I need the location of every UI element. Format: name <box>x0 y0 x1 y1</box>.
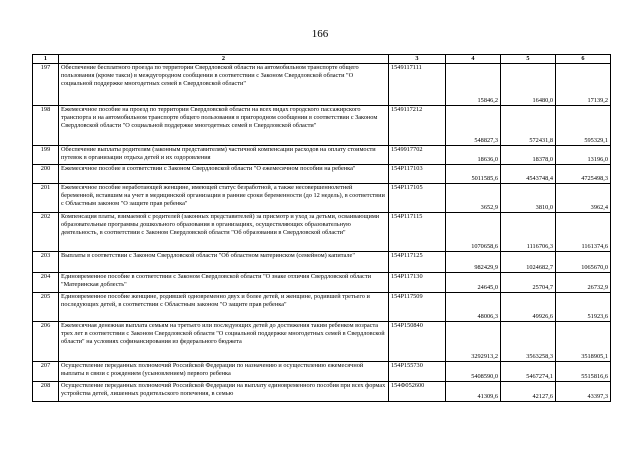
row-description: Ежемесячное пособие неработающей женщине, имеющей статус безработной, а также несовершеннолетней беременной, вставшим на учет в медицинской организации в ранние сроки беременности (до 12 недель), в соответствии с Областным законом "О защите прав ребенка" <box>59 184 389 213</box>
row-description: Осуществление переданных полномочий Российской Федерации на выплату единовременного пособия при всех формах устройства детей, лишенных родительского попечения, в семью <box>59 382 389 402</box>
row-code: 154Ф052600 <box>389 382 446 402</box>
row-description: Ежемесячное пособие на проезд по территории Свердловской области на всех видах городского пассажирского транспорта и на автомобильном транспорте общего пользования в пригородном сообщении в соответствии с Законом Свердловской области "О социальной поддержке многодетных семей в Свердловской области" <box>59 106 389 146</box>
row-code: 154P117125 <box>389 252 446 273</box>
table-row <box>33 146 611 165</box>
row-value-3: 1065670,0 <box>556 252 611 273</box>
row-description: Ежемесячное пособие в соответствии с Законом Свердловской области "О ежемесячном пособии на ребенка" <box>59 165 389 184</box>
table-row <box>33 106 611 146</box>
row-code: 154P117130 <box>389 273 446 293</box>
row-value-3: 51923,6 <box>556 293 611 322</box>
row-value-2: 49926,6 <box>501 293 556 322</box>
row-code: 154P117103 <box>389 165 446 184</box>
row-value-1: 3292913,2 <box>446 322 501 362</box>
row-value-1: 3652,9 <box>446 184 501 213</box>
row-value-3: 43397,3 <box>556 382 611 402</box>
row-description: Выплаты в соответствии с Законом Свердловской области "Об областном материнском (семейном) капитале" <box>59 252 389 273</box>
row-description: Единовременное пособие женщине, родившей одновременно двух и более детей, и женщине, родившей третьего и последующих детей, в соответствии с Областным законом "О защите прав ребенка" <box>59 293 389 322</box>
budget-table <box>32 54 611 402</box>
table-row <box>33 322 611 362</box>
table-row <box>33 165 611 184</box>
row-value-1: 18636,0 <box>446 146 501 165</box>
row-value-2: 3563258,3 <box>501 322 556 362</box>
row-value-2: 25704,7 <box>501 273 556 293</box>
column-header: 5 <box>501 55 556 64</box>
row-value-2: 42127,6 <box>501 382 556 402</box>
row-value-3: 13196,0 <box>556 146 611 165</box>
row-code: 154P155730 <box>389 362 446 382</box>
row-value-1: 41309,6 <box>446 382 501 402</box>
row-value-2: 572431,8 <box>501 106 556 146</box>
row-code: 1549117212 <box>389 106 446 146</box>
row-value-1: 24645,0 <box>446 273 501 293</box>
table-row <box>33 64 611 106</box>
table-row <box>33 213 611 252</box>
column-header: 3 <box>389 55 446 64</box>
row-value-1: 1070658,6 <box>446 213 501 252</box>
row-number: 208 <box>33 382 59 402</box>
row-value-2: 1116706,3 <box>501 213 556 252</box>
table-row <box>33 293 611 322</box>
row-value-2: 5467274,1 <box>501 362 556 382</box>
row-number: 202 <box>33 213 59 252</box>
column-header: 1 <box>33 55 59 64</box>
row-value-3: 26732,9 <box>556 273 611 293</box>
row-description: Ежемесячная денежная выплата семьям на третьего или последующих детей до достижения таким ребенком возраста трех лет в соответствии с Законом Свердловской области "О социальной поддержке многодетных семей в Свердловской области" на условиях софинансирования из федерального бюджета <box>59 322 389 362</box>
row-value-3: 3962,4 <box>556 184 611 213</box>
row-value-1: 5011585,6 <box>446 165 501 184</box>
row-number: 200 <box>33 165 59 184</box>
row-number: 203 <box>33 252 59 273</box>
row-number: 201 <box>33 184 59 213</box>
row-description: Единовременное пособие в соответствии с Законом Свердловской области "О знаке отличия Свердловской области "Материнская доблесть" <box>59 273 389 293</box>
row-description: Обеспечение выплаты родителям (законным представителям) частичной компенсации расходов на оплату стоимости путевок в организации отдыха детей и их оздоровления <box>59 146 389 165</box>
row-number: 207 <box>33 362 59 382</box>
table-row <box>33 362 611 382</box>
row-number: 206 <box>33 322 59 362</box>
page-number: 166 <box>311 28 329 40</box>
row-value-2: 4543748,4 <box>501 165 556 184</box>
row-value-3: 4725498,3 <box>556 165 611 184</box>
row-number: 197 <box>33 64 59 106</box>
row-code: 154P117105 <box>389 184 446 213</box>
row-code: 1549117111 <box>389 64 446 106</box>
row-number: 205 <box>33 293 59 322</box>
column-header: 6 <box>556 55 611 64</box>
table-row <box>33 184 611 213</box>
row-value-3: 5515816,6 <box>556 362 611 382</box>
row-description: Осуществление переданных полномочий Российской Федерации по назначению и осуществлению ежемесячной выплаты в связи с рождением (усыновлением) первого ребенка <box>59 362 389 382</box>
table-row <box>33 382 611 402</box>
row-value-2: 3810,0 <box>501 184 556 213</box>
row-number: 199 <box>33 146 59 165</box>
row-value-1: 982429,9 <box>446 252 501 273</box>
row-code: 1549917702 <box>389 146 446 165</box>
column-header: 4 <box>446 55 501 64</box>
row-code: 154P117509 <box>389 293 446 322</box>
row-description: Обеспечение бесплатного проезда по территории Свердловской области на автомобильном транспорте общего пользования (кроме такси) в междугородном сообщении в соответствии с Законом Свердловской области "О социальной поддержке многодетных семей в Свердловской области" <box>59 64 389 106</box>
row-value-3: 595329,1 <box>556 106 611 146</box>
row-description: Компенсация платы, взимаемой с родителей (законных представителей) за присмотр и уход за детьми, осваивающими образовательные программы дошкольного образования в организациях, осуществляющих образовательную деятельность, в соответствии с Законом Свердловской области "Об образовании в Свердловской области" <box>59 213 389 252</box>
row-code: 154P117115 <box>389 213 446 252</box>
column-header: 2 <box>59 55 389 64</box>
row-value-1: 15846,2 <box>446 64 501 106</box>
table-header-row <box>33 55 611 64</box>
row-value-2: 18378,0 <box>501 146 556 165</box>
row-value-1: 48006,3 <box>446 293 501 322</box>
row-value-2: 1024682,7 <box>501 252 556 273</box>
row-value-3: 1161374,6 <box>556 213 611 252</box>
row-value-1: 548827,3 <box>446 106 501 146</box>
table-row <box>33 252 611 273</box>
row-number: 204 <box>33 273 59 293</box>
row-value-2: 16480,0 <box>501 64 556 106</box>
row-value-1: 5408590,0 <box>446 362 501 382</box>
row-value-3: 17139,2 <box>556 64 611 106</box>
row-value-3: 3518905,1 <box>556 322 611 362</box>
row-number: 198 <box>33 106 59 146</box>
row-code: 154P150840 <box>389 322 446 362</box>
table-row <box>33 273 611 293</box>
